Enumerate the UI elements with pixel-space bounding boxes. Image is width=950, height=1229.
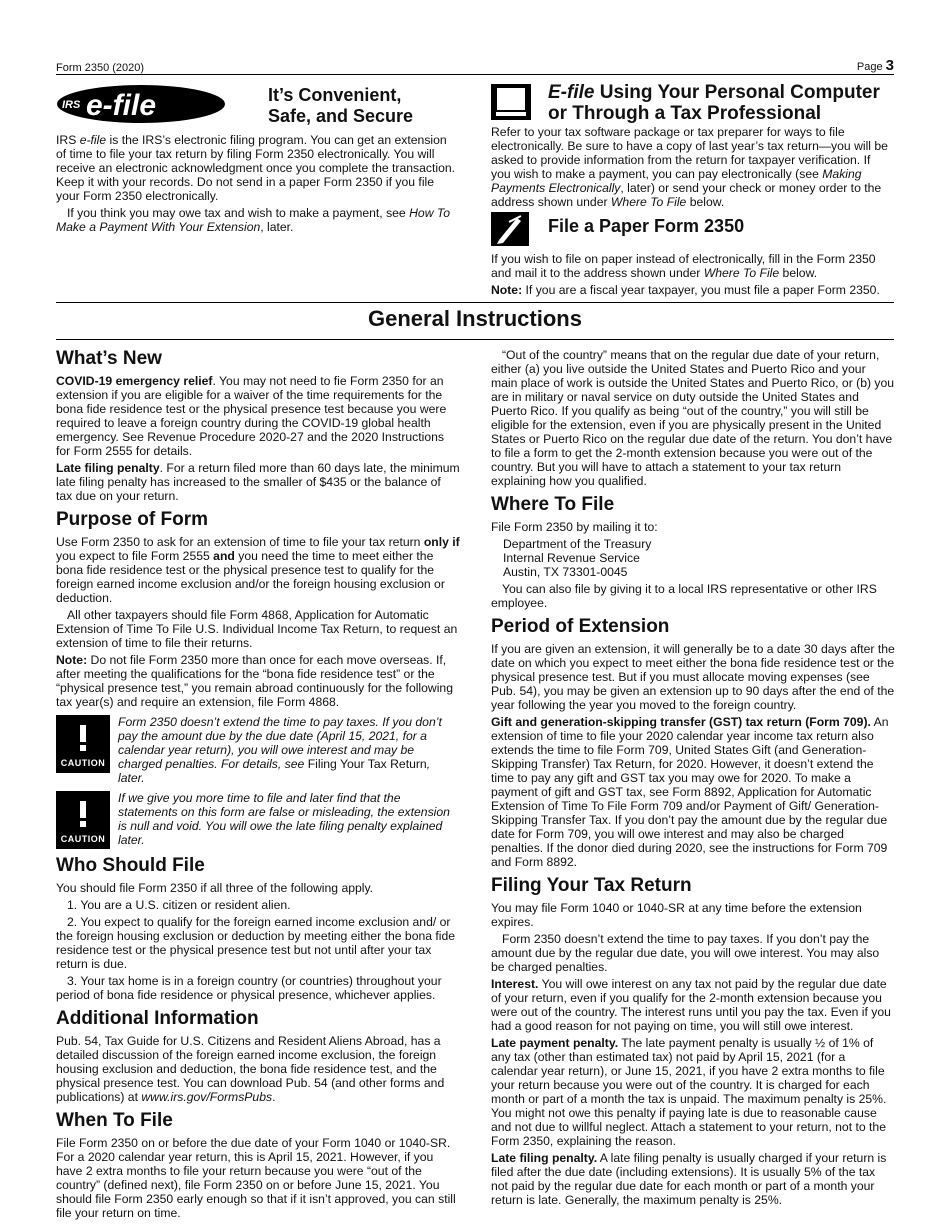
mailing-address <box>491 537 895 579</box>
caution-text-2: If we give you more time to file and later find that the statements on this form are false or misleading, the extension is null and void. You will owe the late filing penalty explained later. <box>118 791 450 847</box>
caution-icon: CAUTION <box>56 791 110 849</box>
purpose-paragraph-2: All other taxpayers should file Form 4868, Application for Automatic Extension of Time To File U.S. Individual Income Tax Return, to request an extension of time to file their returns. <box>56 608 458 650</box>
right-column <box>491 348 895 1210</box>
period-heading: Period of Extension <box>491 616 670 637</box>
efile-paragraph-2: If you think you may owe tax and wish to make a payment, see How To Make a Payment With Your Extension, later. <box>56 206 450 234</box>
computer-icon <box>491 84 531 120</box>
who-intro: You should file Form 2350 if all three of the following apply. <box>56 881 374 895</box>
general-rule-top <box>56 302 894 303</box>
page-num: 3 <box>885 57 894 74</box>
late-payment-paragraph: Late payment penalty. The late payment penalty is usually ½ of 1% of any tax (other than estimated tax) not paid by April 15, 2021 (for a calendar year return), or June 15, 2021, if you have 2 extra months to file your return because you were out of the country. It is charged for each month or part of a month the tax is unpaid. The maximum penalty is 25%. You might not owe this penalty if paying late is due to reasonable cause and not due to willful neglect. Attach a statement to your return, not to the Form 2350, explaining the reason. <box>491 1036 887 1148</box>
purpose-paragraph-1: Use Form 2350 to ask for an extension of time to file your tax return only if you expect to file Form 2555 and you need the time to meet either the bona fide residence test or the physical presence test to qualify for the foreign earned income exclusion and/or the foreign housing exclusion or deduction. <box>56 535 460 605</box>
pc-paragraph: Refer to your tax software package or tax preparer for ways to file electronically. Be sure to have a copy of last year’s tax return—you will be asked to provide information from the return for taxpayer verification. If you wish to make a payment, you can pay electronically (see Making Payments Electronically, later) or send your check or money order to the address shown under Where To File below. <box>491 125 888 209</box>
caution-block-1 <box>56 715 460 785</box>
who-heading: Who Should File <box>56 855 205 876</box>
address-line: Department of the Treasury <box>503 537 652 551</box>
period-paragraph: If you are given an extension, it will generally be to a date 30 days after the date on which you expect to meet either the bona fide residence test or the physical presence test. But if you must allocate moving expenses (see Pub. 54), you may be given an extension up to 90 days after the end of the year following the year you moved to the foreign country. <box>491 642 895 712</box>
filing-paragraph-1: You may file Form 1040 or 1040-SR at any time before the extension expires. <box>491 901 862 929</box>
pc-title: E-file Using Your Personal Computer or Through a Tax Professional <box>548 82 880 124</box>
pen-paper-icon <box>491 212 529 246</box>
irs-efile-logo <box>56 84 226 124</box>
additional-heading: Additional Information <box>56 1008 259 1029</box>
out-of-country-paragraph: “Out of the country” means that on the regular due date of your return, either (a) you live outside the United States and Puerto Rico and your main place of work is outside the United States and Puerto Rico, or (b) you are in military or naval service on duty outside the United States and Puerto Rico. If you qualify as being “out of the country,” you will still be eligible for the extension, even if you are physically present in the United States or Puerto Rico on the regular due date of the return. You don’t have to file a form to get the 2-month extension because you were out of the country. But you will have to attach a statement to your tax return explaining how you qualified. <box>491 348 895 488</box>
pc-section <box>491 125 893 212</box>
gst-paragraph: Gift and generation-skipping transfer (GST) tax return (Form 709). An extension of time to file your 2020 calendar year income tax return also extends the time to file Form 709, United States Gift (and Generation-Skipping Transfer) Tax Return, for 2020. However, it doesn’t extend the time to pay any gift and GST tax you may owe for 2020. To make a payment of gift and GST tax, see Form 8892, Application for Automatic Extension of Time To File Form 709 and/or Payment of Gift/ Generation-Skipping Transfer Tax. If you don’t pay the amount due by the regular due date for Form 709, you will owe interest and may also be charged penalties. If the donor died during 2020, see the instructions for Form 709 and Form 8892. <box>491 715 889 869</box>
filing-heading: Filing Your Tax Return <box>491 875 692 896</box>
efile-title <box>268 85 413 127</box>
form-id: Form 2350 (2020) <box>56 62 145 74</box>
page-header <box>56 54 894 74</box>
logo-irs-text: IRS <box>62 99 81 111</box>
left-column <box>56 342 460 1223</box>
caution-block-2 <box>56 791 460 849</box>
page-number <box>857 57 894 74</box>
who-list <box>56 898 460 1002</box>
where-intro: File Form 2350 by mailing it to: <box>491 520 658 534</box>
paper-section <box>491 252 893 300</box>
list-item: 2. You expect to qualify for the foreign earned income exclusion and/ or the foreign housing exclusion or deduction by meeting either the bona fide residence test or the physical presence test but not until after your tax return is due. <box>56 915 456 971</box>
purpose-note: Note: Do not file Form 2350 more than once for each move overseas. If, after meeting the qualifications for the “bona fide residence test” or the “physical presence test,” you remain abroad continuously for the following tax year(s) and require an extension, file Form 4868. <box>56 653 453 709</box>
paper-paragraph: If you wish to file on paper instead of electronically, fill in the Form 2350 and mail it to the address shown under Where To File below. <box>491 252 876 280</box>
when-paragraph: File Form 2350 on or before the due date of your Form 1040 or 1040-SR. For a 2020 calendar year return, this is April 15, 2021. However, if you have 2 extra months to file your return because you were “out of the country” (defined next), file Form 2350 on or before June 15, 2021. You should file Form 2350 early enough so that if it isn’t approved, you can still file your return on time. <box>56 1136 456 1220</box>
late-filing-penalty-paragraph: Late filing penalty. A late filing penalty is usually charged if your return is filed after the due date (including extensions). It is usually 5% of the tax not paid by the regular due date for each month or part of a month your return is late. Generally, the maximum penalty is 25%. <box>491 1151 887 1207</box>
caution-icon: CAUTION <box>56 715 110 773</box>
list-item: 1. You are a U.S. citizen or resident alien. <box>67 898 291 912</box>
caution-text-1: Form 2350 doesn’t extend the time to pay taxes. If you don’t pay the amount due by the due date (April 15, 2021, for a calendar year return), you will owe interest and may be charged penalties. For details, see Filing Your Tax Return, later. <box>118 715 442 785</box>
paper-note: Note: If you are a fiscal year taxpayer, you must file a paper Form 2350. <box>491 283 880 297</box>
efile-title-line1: It’s Convenient, <box>268 85 402 105</box>
logo-efile-text: e-file <box>86 89 157 122</box>
late-filing-paragraph: Late filing penalty. For a return filed more than 60 days late, the minimum late filing penalty has increased to the smaller of $435 or the balance of tax due on your return. <box>56 461 460 503</box>
interest-paragraph: Interest. You will owe interest on any tax not paid by the regular due date of your return, even if you qualify for the 2-month extension because you were out of the country. The interest runs until you pay the tax. Even if you had a good reason for not paying on time, you will still owe interest. <box>491 977 891 1033</box>
additional-paragraph: Pub. 54, Tax Guide for U.S. Citizens and Resident Aliens Abroad, has a detailed discussion of the foreign earned income exclusion, the foreign housing exclusion and deduction, the bona fide residence test, and the physical presence test. You can download Pub. 54 (and other forms and publications) at www.irs.gov/FormsPubs. <box>56 1034 445 1104</box>
efile-title-line2: Safe, and Secure <box>268 106 414 126</box>
address-line: Internal Revenue Service <box>503 551 640 565</box>
header-rule <box>56 74 894 75</box>
where-paragraph-2: You can also file by giving it to a local IRS representative or other IRS employee. <box>491 582 877 610</box>
when-heading: When To File <box>56 1110 173 1131</box>
efile-paragraph-1: IRS e-file is the IRS’s electronic filing program. You can get an extension of time to file your tax return by filing Form 2350 electronically. You will receive an electronic acknowledgment once you complete the transaction. Keep it with your records. Do not send in a paper Form 2350 if you file your Form 2350 electronically. <box>56 133 456 203</box>
whats-new-heading: What’s New <box>56 348 162 369</box>
paper-title: File a Paper Form 2350 <box>548 216 745 236</box>
purpose-heading: Purpose of Form <box>56 509 209 530</box>
efile-section <box>56 133 456 237</box>
general-instructions-title: General Instructions <box>368 306 582 331</box>
where-heading: Where To File <box>491 494 615 515</box>
general-rule-bottom <box>56 339 894 340</box>
page-label: Page <box>856 61 883 73</box>
address-line: Austin, TX 73301-0045 <box>503 565 628 579</box>
covid-paragraph: COVID-19 emergency relief. You may not need to fie Form 2350 for an extension if you are eligible for a waiver of the time requirements for the bona fide residence test or the physical presence test because you were required to leave a foreign country during the COVID-19 global health emergency. See Revenue Procedure 2020-27 and the 2020 Instructions for Form 2555 for details. <box>56 374 447 458</box>
list-item: 3. Your tax home is in a foreign country (or countries) throughout your period of bona fide residence or physical presence, whichever applies. <box>56 974 442 1002</box>
filing-paragraph-2: Form 2350 doesn’t extend the time to pay taxes. If you don’t pay the amount due by the regular due date, you will owe interest. You may also be charged penalties. <box>491 932 880 974</box>
